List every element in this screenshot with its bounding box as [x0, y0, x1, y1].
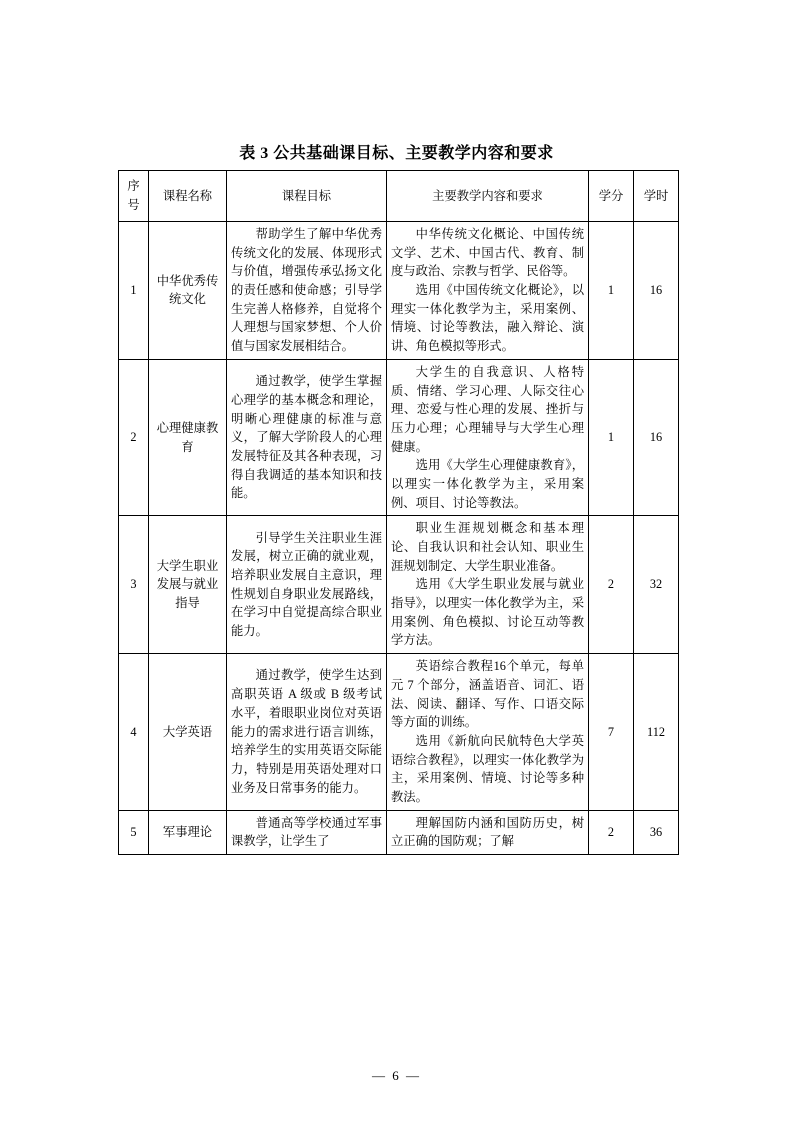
table-row	[119, 359, 679, 516]
course-table	[118, 170, 679, 855]
row-course-name: 大学生职业发展与就业指导	[149, 516, 227, 654]
row-course-goal	[227, 222, 387, 360]
row-content	[387, 654, 589, 811]
row-content	[387, 222, 589, 360]
header-hours: 学时	[634, 171, 679, 222]
row-no: 2	[119, 359, 149, 516]
page-title: 表 3 公共基础课目标、主要教学内容和要求	[239, 145, 554, 162]
header-credit: 学分	[589, 171, 634, 222]
header-no: 序号	[119, 171, 149, 222]
row-credit: 2	[589, 810, 634, 854]
row-no: 5	[119, 810, 149, 854]
row-credit: 1	[589, 359, 634, 516]
row-no: 4	[119, 654, 149, 811]
content-paragraph-1: 大学生的自我意识、人格特质、情绪、学习心理、人际交往心理、恋爱与性心理的发展、挫折与压力心理；心理辅导与大学生心理健康。	[391, 364, 584, 454]
content-paragraph-1: 中华传统文化概论、中国传统文学、艺术、中国古代、教育、制度与政治、宗教与哲学、民俗等。	[391, 227, 584, 279]
row-course-name: 大学英语	[149, 654, 227, 811]
header-course-name: 课程名称	[149, 171, 227, 222]
goal-paragraph: 通过教学，使学生达到高职英语 A 级或 B 级考试水平，着眼职业岗位对英语能力的需求进行语言训练，培养学生的实用英语交际能力，特别是用英语处理对口业务及日常事务的能力。	[231, 668, 382, 795]
row-course-goal	[227, 654, 387, 811]
row-course-name: 心理健康教育	[149, 359, 227, 516]
table-header	[119, 171, 679, 222]
content-paragraph-1: 理解国防内涵和国防历史，树立正确的国防观；了解	[391, 815, 584, 849]
goal-paragraph: 普通高等学校通过军事课教学，让学生了	[231, 815, 382, 849]
content-paragraph-2: 选用《新航向民航特色大学英语综合教程》，以理实一体化教学为主，采用案例、情境、讨论等多种教法。	[391, 733, 584, 804]
table-body	[119, 222, 679, 855]
row-course-goal	[227, 359, 387, 516]
table-row	[119, 810, 679, 854]
page-number: — 6 —	[372, 1068, 421, 1083]
table-header-row	[119, 171, 679, 222]
goal-paragraph: 通过教学，使学生掌握心理学的基本概念和理论，明晰心理健康的标准与意义，了解大学阶段人的心理发展特征及其各种表现，习得自我调适的基本知识和技能。	[231, 374, 382, 501]
row-content	[387, 359, 589, 516]
table-row	[119, 516, 679, 654]
row-no: 1	[119, 222, 149, 360]
content-paragraph-2: 选用《中国传统文化概论》，以理实一体化教学为主，采用案例、情境、讨论等教法，融入辩论、演讲、角色模拟等形式。	[391, 283, 584, 354]
row-course-name: 军事理论	[149, 810, 227, 854]
row-course-goal	[227, 516, 387, 654]
content-paragraph-2: 选用《大学生职业发展与就业指导》，以理实一体化教学为主，采用案例、角色模拟、讨论互动等教学方法。	[391, 577, 584, 648]
row-credit: 2	[589, 516, 634, 654]
row-hours: 32	[634, 516, 679, 654]
row-hours: 36	[634, 810, 679, 854]
row-credit: 7	[589, 654, 634, 811]
goal-paragraph: 引导学生关注职业生涯发展，树立正确的就业观，培养职业发展自主意识，理性规划自身职业发展路线，在学习中自觉提高综合职业能力。	[231, 530, 382, 639]
content-paragraph-1: 英语综合教程16个单元，每单元 7 个部分，涵盖语音、词汇、语法、阅读、翻译、写作、口语交际等方面的训练。	[391, 659, 584, 730]
row-hours: 16	[634, 359, 679, 516]
header-course-goal: 课程目标	[227, 171, 387, 222]
table-row	[119, 654, 679, 811]
content-paragraph-2: 选用《大学生心理健康教育》，以理实一体化教学为主，采用案例、项目、讨论等教法。	[391, 458, 584, 510]
row-hours: 16	[634, 222, 679, 360]
table-row	[119, 222, 679, 360]
row-no: 3	[119, 516, 149, 654]
goal-paragraph: 帮助学生了解中华优秀传统文化的发展、体现形式与价值，增强传承弘扬文化的责任感和使命感；引导学生完善人格修养，自觉将个人理想与国家梦想、个人价值与国家发展相结合。	[231, 227, 382, 354]
content-paragraph-1: 职业生涯规划概念和基本理论、自我认识和社会认知、职业生涯规划制定、大学生职业准备。	[391, 521, 584, 573]
row-content	[387, 516, 589, 654]
row-course-goal	[227, 810, 387, 854]
header-content: 主要教学内容和要求	[387, 171, 589, 222]
row-credit: 1	[589, 222, 634, 360]
row-course-name: 中华优秀传统文化	[149, 222, 227, 360]
row-content	[387, 810, 589, 854]
row-hours: 112	[634, 654, 679, 811]
